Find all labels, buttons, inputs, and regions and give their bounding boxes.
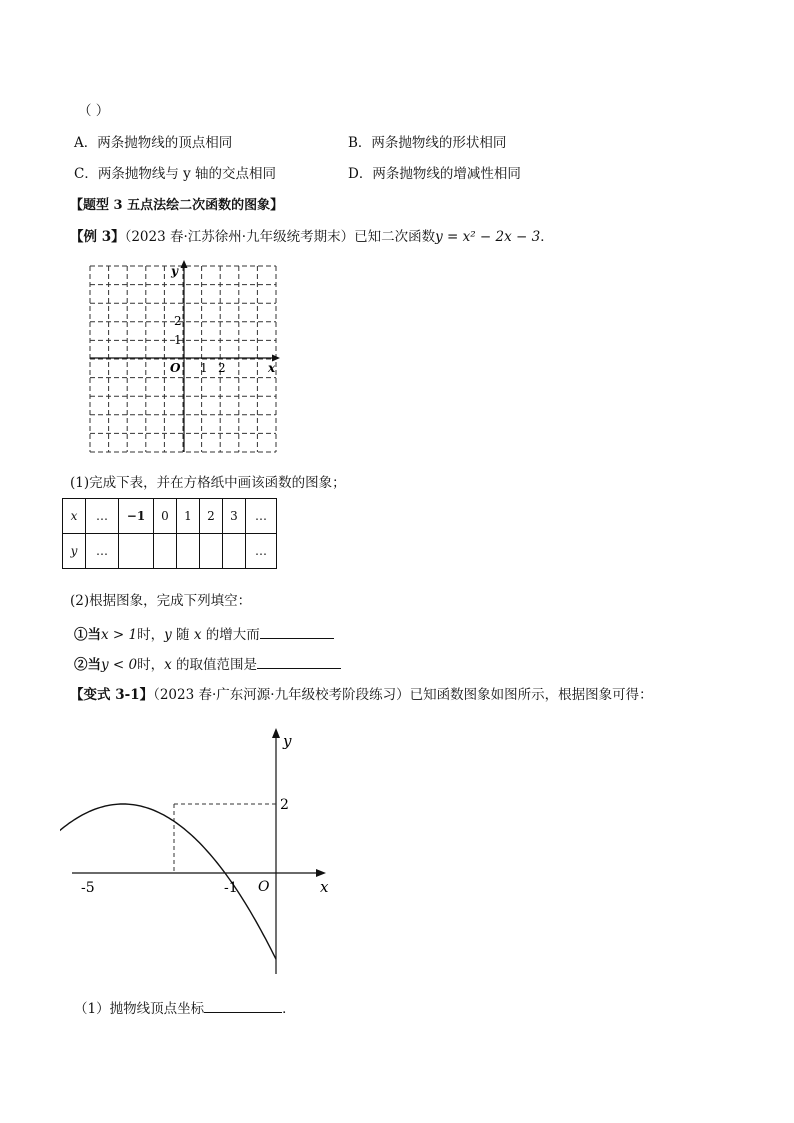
q2-mid: 时， [137, 657, 165, 673]
q2-answer-blank[interactable] [257, 654, 341, 669]
graph-tick-neg5: -5 [81, 880, 95, 896]
graph-origin-label: O [258, 879, 270, 895]
grid-tick-y2: 2 [174, 314, 182, 328]
q1-prefix: ①当 [74, 627, 101, 643]
table-cell[interactable] [200, 534, 223, 569]
graph-tick-neg1: -1 [224, 880, 238, 896]
table-cell: … [86, 499, 119, 534]
value-table [62, 498, 277, 569]
q1-var-y: y [164, 627, 172, 643]
table-cell: … [86, 534, 119, 569]
table-cell: y [63, 534, 86, 569]
table-cell: … [246, 534, 277, 569]
graph-tick-2: 2 [280, 797, 289, 813]
graph-y-label: y [283, 732, 292, 750]
table-cell[interactable] [223, 534, 246, 569]
q2-prefix: ②当 [74, 657, 101, 673]
example3-end: ． [540, 229, 554, 245]
grid-tick-x2: 2 [218, 361, 226, 375]
q2-condition: y < 0 [101, 657, 138, 673]
table-cell: −1 [119, 499, 154, 534]
vertex-answer-blank[interactable] [204, 998, 282, 1013]
grid-x-label: x [268, 361, 276, 375]
example3-part1: (1)完成下表，并在方格纸中画该函数的图象； [70, 475, 346, 491]
answer-bracket: （ ） [78, 103, 110, 119]
graph-x-arrow [316, 869, 326, 877]
parabola-graph [60, 722, 350, 984]
table-cell: … [246, 499, 277, 534]
table-cell: 2 [200, 499, 223, 534]
example3-q1 [74, 624, 334, 644]
graph-y-arrow [272, 728, 280, 738]
q1-condition: x > 1 [101, 627, 138, 643]
q1-mid: 时， [137, 627, 165, 643]
variant31-part1-end: ． [282, 1001, 296, 1017]
example3-tag: 【例 3】 [70, 229, 125, 245]
table-cell: 3 [223, 499, 246, 534]
option-b: B．两条抛物线的形状相同 [348, 135, 507, 151]
section-title: 【题型 3 五点法绘二次函数的图象】 [70, 198, 284, 213]
variant31-header [70, 686, 653, 704]
variant31-tag: 【变式 3-1】 [70, 687, 154, 703]
example3-part2: (2)根据图象，完成下列填空： [70, 593, 252, 609]
table-row [63, 534, 277, 569]
example3-formula: y = x² − 2x − 3 [435, 229, 541, 245]
q2-var-x: x [164, 657, 172, 673]
q1-text2: 的增大而 [201, 627, 260, 643]
table-cell: x [63, 499, 86, 534]
graph-x-label: x [320, 878, 329, 896]
grid-y-arrow [181, 260, 188, 268]
option-c: C．两条抛物线与 y 轴的交点相同 [74, 166, 277, 182]
table-cell[interactable] [177, 534, 200, 569]
example3-header [70, 228, 554, 246]
table-cell[interactable] [154, 534, 177, 569]
table-row [63, 499, 277, 534]
table-cell: 0 [154, 499, 177, 534]
q1-text1: 随 [171, 627, 194, 643]
option-a: A．两条抛物线的顶点相同 [74, 135, 233, 151]
q1-answer-blank[interactable] [260, 624, 334, 639]
table-cell[interactable] [119, 534, 154, 569]
table-cell: 1 [177, 499, 200, 534]
variant31-part1 [74, 998, 296, 1018]
variant31-part1-text: （1）抛物线顶点坐标 [74, 1001, 205, 1017]
grid-tick-x1: 1 [200, 361, 208, 375]
grid-y-label: y [171, 264, 178, 278]
grid-origin-label: O [170, 361, 181, 375]
q1-var-x: x [193, 627, 202, 643]
grid-tick-y1: 1 [174, 333, 182, 347]
grid-paper [84, 260, 294, 460]
variant31-text: （2023 春·广东河源·九年级校考阶段练习）已知函数图象如图所示，根据图象可得： [153, 687, 653, 703]
q2-text: 的取值范围是 [171, 657, 258, 673]
example3-q2 [74, 654, 341, 674]
example3-source: （2023 春·江苏徐州·九年级统考期末）已知二次函数 [124, 229, 436, 245]
option-d: D．两条抛物线的增减性相同 [348, 166, 521, 182]
